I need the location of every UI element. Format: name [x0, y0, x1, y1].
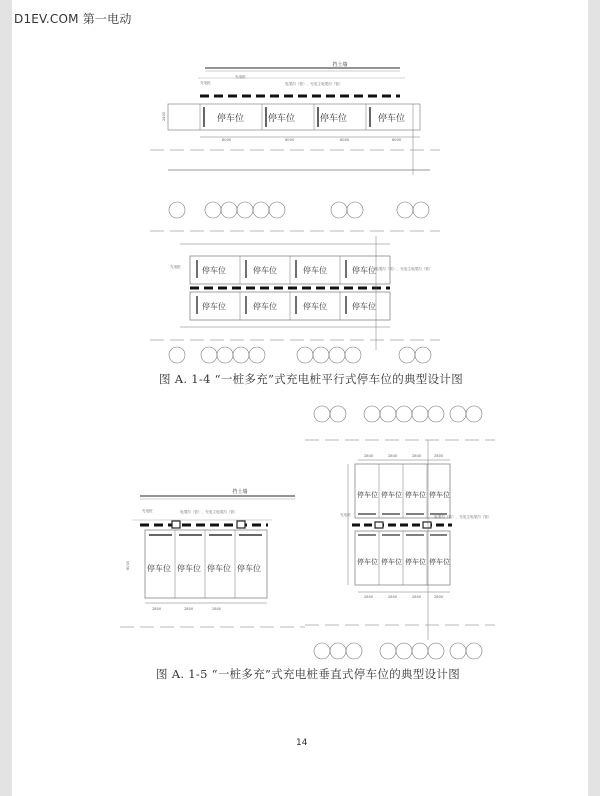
pile-label: 充电桩 — [235, 75, 246, 79]
dimension-label: 2800 — [434, 595, 444, 599]
parking-space-label: 停车位 — [237, 564, 261, 573]
parking-space-label: 停车位 — [357, 558, 378, 566]
parking-space-label: 停车位 — [405, 491, 426, 499]
parking-space-label: 停车位 — [378, 114, 406, 124]
parking-space-label: 停车位 — [381, 491, 402, 499]
dimension-label: 2400 — [162, 111, 166, 121]
parking-space-label: 停车位 — [177, 564, 201, 573]
parking-space-label: 停车位 — [357, 491, 378, 499]
dimension-label: 6000 — [222, 138, 232, 142]
dimension-label: 2800 — [364, 454, 374, 458]
parking-space-label: 停车位 — [217, 114, 245, 124]
figure-a1-4-top — [150, 61, 440, 175]
cable-label: 电缆沟（管），充电主电缆沟（管） — [180, 510, 238, 514]
dimension-label: 6000 — [340, 138, 350, 142]
parking-space-label: 停车位 — [147, 564, 171, 573]
parking-space-label: 停车位 — [352, 302, 376, 311]
figure-a1-4-bottom — [150, 202, 440, 363]
cable-label: 电缆沟（管），充电主电缆沟（管） — [434, 515, 492, 519]
pile-label: 充电桩 — [200, 81, 211, 85]
parking-space-label: 停车位 — [405, 558, 426, 566]
parking-space-label: 停车位 — [253, 302, 277, 311]
figure-a1-5-left — [120, 488, 305, 627]
figure-caption-a1-5: 图 A. 1-5 “一桩多充”式充电桩垂直式停车位的典型设计图 — [156, 667, 461, 681]
dimension-label: 6000 — [126, 560, 130, 570]
parking-space-label: 停车位 — [202, 266, 226, 275]
parking-space-label: 停车位 — [429, 558, 450, 566]
figure-a1-5-right — [305, 406, 495, 659]
dimension-label: 6000 — [285, 138, 295, 142]
parking-space-label: 停车位 — [303, 302, 327, 311]
dimension-label: 2800 — [364, 595, 374, 599]
pile-label: 充电桩 — [170, 265, 181, 269]
parking-space-label: 停车位 — [303, 266, 327, 275]
dimension-label: 2800 — [434, 454, 444, 458]
pile-label: 充电桩 — [142, 509, 153, 513]
parking-space-label: 停车位 — [207, 564, 231, 573]
parking-space-label: 停车位 — [268, 114, 296, 124]
watermark: D1EV.COM 第一电动 — [14, 12, 132, 26]
cable-label: 电缆沟（管），充电主电缆沟（管） — [375, 267, 433, 271]
dimension-label: 2800 — [412, 595, 422, 599]
pile-label: 充电桩 — [340, 513, 351, 517]
dimension-label: 2800 — [152, 607, 162, 611]
cable-label: 电缆沟（管），充电主电缆沟（管） — [285, 82, 343, 86]
parking-space-label: 停车位 — [202, 302, 226, 311]
dimension-label: 2800 — [388, 595, 398, 599]
parking-space-label: 停车位 — [320, 114, 348, 124]
dimension-label: 6000 — [392, 138, 402, 142]
dimension-label: 2800 — [412, 454, 422, 458]
parking-space-label: 停车位 — [429, 491, 450, 499]
figure-caption-a1-4: 图 A. 1-4 “一桩多充”式充电桩平行式停车位的典型设计图 — [159, 372, 464, 386]
parking-space-label: 停车位 — [381, 558, 402, 566]
dimension-label: 2800 — [212, 607, 222, 611]
dimension-label: 2800 — [388, 454, 398, 458]
wall-label: 挡土墙 — [332, 62, 348, 68]
dimension-label: 2800 — [184, 607, 194, 611]
parking-space-label: 停车位 — [253, 266, 277, 275]
wall-label: 挡土墙 — [232, 489, 248, 495]
page-number: 14 — [296, 738, 308, 748]
parking-space-label: 停车位 — [352, 266, 376, 275]
